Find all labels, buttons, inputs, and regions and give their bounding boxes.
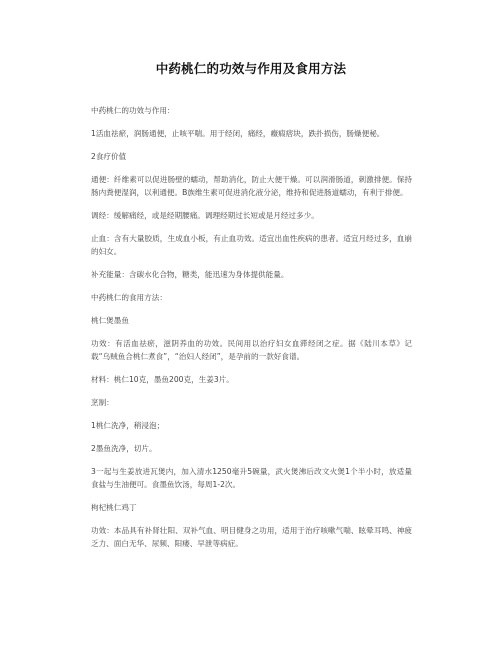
paragraph-recipe-ingredients: 材料：桃仁10克，墨鱼200克，生姜3片。 [91, 375, 234, 384]
section-heading-effects: 中药桃仁的功效与作用： [91, 106, 175, 115]
section-heading-dietary-value: 2食疗价值 [91, 152, 127, 161]
paragraph-menstruation: 调经：缓解痛经，或是经期腰痛。调理经期过长短或是月经过多少。 [91, 211, 319, 220]
paragraph-recipe-step-3: 3一起与生姜放进瓦煲内，加入清水1250毫升5碗量，武火煲沸后改文火煲1个半小时，放适量食盐与生油便可。食墨鱼饮汤，每周1-2次。 [91, 467, 412, 489]
document-title: 中药桃仁的功效与作用及食用方法 [155, 61, 347, 76]
paragraph-energy: 补充能量：含碳水化合物，糖类，能迅速为身体提供能量。 [91, 270, 289, 279]
paragraph-recipe-step-1: 1桃仁洗净，稍浸泡； [91, 421, 165, 430]
paragraph-effects-summary: 1活血祛瘀，润肠通便，止咳平喘。用于经闭，痛经，癥瘕痞块，跌扑损伤，肠燥便秘。 [91, 129, 385, 138]
paragraph-goji-chicken-effects: 功效：本品具有补肾壮阳、双补气血、明目健身之功用，适用于治疗咳嗽气喘、眩晕耳鸣、神疲乏力、面白无华、尿频、阳痿、早泄等病症。 [91, 526, 412, 548]
paragraph-hemostasis: 止血：含有大量胶质，生成血小板，有止血功效。适宜出血性疾病的患者。适宜月经过多，血崩的妇女。 [91, 234, 412, 256]
section-heading-usage: 中药桃仁的食用方法： [91, 293, 167, 302]
paragraph-recipe-cooking-heading: 烹制： [91, 398, 114, 407]
recipe-title-goji-chicken: 枸杞桃仁鸡丁 [91, 503, 137, 512]
paragraph-laxative: 通便：纤维素可以促进肠壁的蠕动，帮助消化，防止大便干燥。可以润滑肠道，刺激排便。保持肠内粪便湿润，以利通便。B族维生素可促进消化液分泌，维持和促进肠道蠕动，有利于排便。 [91, 175, 412, 197]
recipe-title-cuttlefish: 桃仁煲墨鱼 [91, 316, 129, 325]
document-body [91, 104, 412, 560]
paragraph-recipe-effects: 功效：有活血祛瘀，滋阴养血的功效。民间用以治疗妇女血滞经闭之症。据《陆川本草》记载“乌贼鱼合桃仁煮食”，“治妇人经闭”，是孕前的一款好食谱。 [91, 339, 412, 361]
paragraph-recipe-step-2: 2墨鱼洗净，切片。 [91, 444, 157, 453]
